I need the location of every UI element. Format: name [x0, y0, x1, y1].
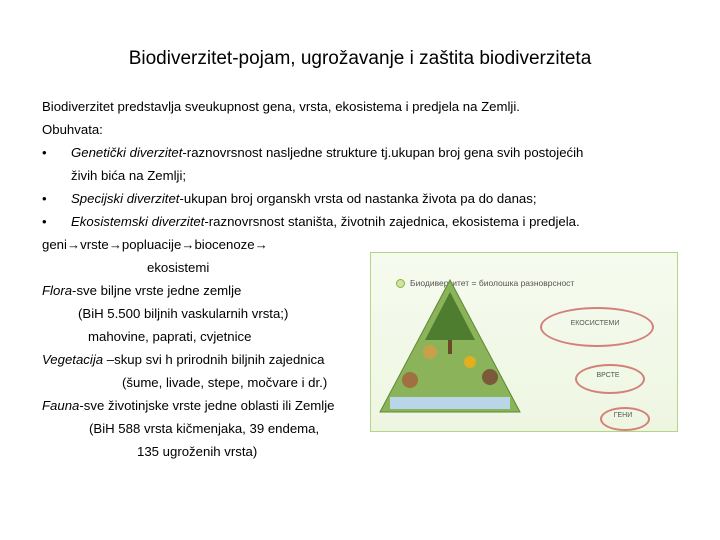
animal-icon	[402, 372, 418, 388]
chain-end: ekosistemi	[147, 260, 210, 275]
bullet-marker: •	[42, 191, 47, 206]
flora-text: -sve biljne vrste jedne zemlje	[72, 283, 242, 298]
vegetacija-line-2: (šume, livade, stepe, močvare i dr.)	[122, 375, 328, 390]
species-label: ВРСТЕ	[596, 372, 620, 379]
vegetacija-term: Vegetacija	[42, 352, 104, 367]
ecosystems-ellipse	[540, 307, 654, 347]
fauna-line	[42, 394, 334, 417]
genetic-continuation: živih bića na Zemlji;	[71, 168, 187, 183]
fauna-line-3: 135 ugroženih vrsta)	[137, 444, 258, 459]
species-ellipse	[575, 364, 645, 394]
bird-icon	[423, 345, 437, 359]
ecosystem-text: -raznovrsnost staništa, životnih zajednica, ekosistema i predjela.	[204, 214, 580, 229]
genes-label: ГЕНИ	[613, 412, 633, 419]
genetic-text: -raznovrsnost nasljedne strukture tj.ukupan broj gena svih postojećih	[182, 145, 584, 160]
flora-line-3: mahovine, paprati, cvjetnice	[88, 329, 252, 344]
fauna-term: Fauna	[42, 398, 80, 413]
intro-text: Biodiverzitet predstavlja sveukupnost gena, vrsta, ekosistema i predjela na Zemlji.	[42, 99, 520, 114]
tree-trunk	[448, 340, 452, 354]
species-text: -ukupan broj organskh vrsta od nastanka života pa do danas;	[179, 191, 537, 206]
bullet-marker: •	[42, 145, 47, 160]
fauna-text: -sve životinjske vrste jedne oblasti ili Zemlje	[79, 398, 335, 413]
flora-line	[42, 279, 241, 302]
obuhvata-label: Obuhvata:	[42, 122, 103, 137]
species-term: Specijski diverzitet	[71, 191, 180, 206]
vegetacija-line	[42, 348, 325, 371]
flora-line-2: (BiH 5.500 biljnih vaskularnih vrsta;)	[78, 306, 289, 321]
page-title: Biodiverzitet-pojam, ugrožavanje i zaštita biodiverziteta	[128, 48, 592, 69]
vegetacija-text: –skup svi h prirodnih biljnih zajednica	[103, 352, 325, 367]
biodiversity-pyramid-image: Биодиверзитет = биолошка разноврсност ЕКОСИСТЕМИ ВРСТЕ ГЕНИ	[370, 252, 678, 432]
animal-icon	[464, 356, 476, 368]
chain-text: geni→vrste→popluacije→biocenoze→	[42, 237, 268, 252]
dna-strip	[390, 397, 510, 409]
ecosystems-label: ЕКОСИСТЕМИ	[570, 320, 620, 327]
animal-icon	[482, 369, 498, 385]
genes-ellipse	[600, 407, 650, 431]
fauna-line-2: (BiH 588 vrsta kičmenjaka, 39 endema,	[89, 421, 320, 436]
ecosystem-term: Ekosistemski diverzitet	[71, 214, 205, 229]
genetic-term: Genetički diverzitet	[71, 145, 183, 160]
bullet-marker: •	[42, 214, 47, 229]
flora-term: Flora	[42, 283, 73, 298]
